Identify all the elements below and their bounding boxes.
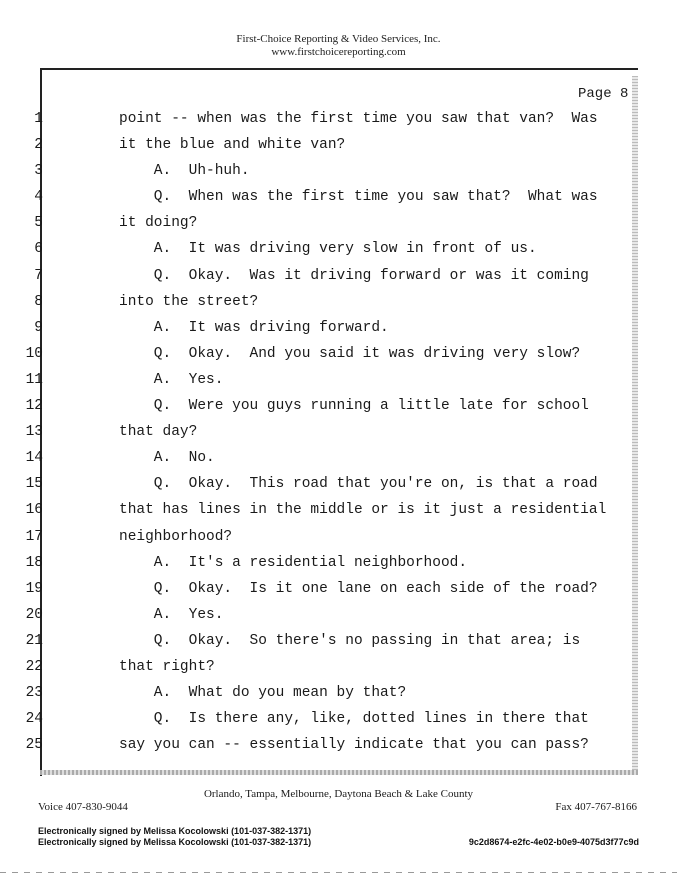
line-number: 13 (25, 424, 43, 441)
line-text: A. What do you mean by that? (119, 685, 407, 702)
line-number: 19 (25, 580, 43, 597)
line-number: 12 (25, 398, 43, 415)
line-number: 4 (34, 189, 43, 206)
line-text: Q. Is there any, like, dotted lines in there that (119, 711, 589, 728)
bottom-rule (0, 872, 677, 873)
transcript-line (0, 315, 640, 341)
voice-phone: Voice 407-830-9044 (38, 801, 128, 813)
transcript-line (0, 654, 640, 680)
signature-line-2: Electronically signed by Melissa Kocolowski (101-037-382-1371) (38, 837, 312, 847)
line-number: 20 (25, 606, 43, 623)
line-number: 14 (25, 450, 43, 467)
frame-bottom-border (40, 770, 638, 775)
line-text: Q. Were you guys running a little late for school (119, 398, 589, 415)
transcript-line (0, 497, 640, 523)
transcript-line (0, 132, 640, 158)
transcript-line (0, 576, 640, 602)
line-number: 6 (34, 241, 43, 258)
transcript-line (0, 263, 640, 289)
line-number: 22 (25, 658, 43, 675)
line-number: 21 (25, 632, 43, 649)
transcript-line (0, 158, 640, 184)
transcript-line (0, 367, 640, 393)
line-text: that has lines in the middle or is it just a residential (119, 502, 607, 519)
signature-line-1: Electronically signed by Melissa Kocolowski (101-037-382-1371) (38, 826, 312, 836)
transcript-line (0, 341, 640, 367)
line-text: A. Yes. (119, 606, 224, 623)
line-text: neighborhood? (119, 528, 233, 545)
transcript-line (0, 445, 640, 471)
line-number: 25 (25, 737, 43, 754)
line-number: 17 (25, 528, 43, 545)
line-text: it doing? (119, 215, 198, 232)
line-text: say you can -- essentially indicate that you can pass? (119, 737, 589, 754)
document-hash: 9c2d8674-e2fc-4e02-b0e9-4075d3f77c9d (468, 837, 639, 847)
line-number: 10 (25, 345, 43, 362)
line-number: 2 (34, 137, 43, 154)
line-number: 24 (25, 711, 43, 728)
transcript-line (0, 236, 640, 262)
line-text: point -- when was the first time you saw that van? Was (119, 111, 598, 127)
transcript-line (0, 550, 640, 576)
line-text: A. It's a residential neighborhood. (119, 554, 468, 571)
line-text: Q. Okay. This road that you're on, is that a road (119, 476, 598, 493)
line-number: 8 (34, 293, 43, 310)
transcript-line (0, 602, 640, 628)
line-number: 9 (34, 319, 43, 336)
line-number: 5 (34, 215, 43, 232)
line-text: A. It was driving very slow in front of us. (119, 241, 537, 258)
footer-locations: Orlando, Tampa, Melbourne, Daytona Beach & Lake County (203, 788, 474, 800)
line-text: Q. When was the first time you saw that? What was (119, 189, 598, 206)
line-number: 15 (25, 476, 43, 493)
line-number: 16 (25, 502, 43, 519)
line-text: Q. Okay. So there's no passing in that area; is (119, 632, 581, 649)
line-number: 7 (34, 267, 43, 284)
transcript-line (0, 210, 640, 236)
transcript-line (0, 419, 640, 445)
line-text: into the street? (119, 293, 259, 310)
line-number: 3 (34, 163, 43, 180)
line-text: Q. Okay. Was it driving forward or was it coming (119, 267, 589, 284)
transcript-line (0, 393, 640, 419)
line-number: 1 (34, 111, 43, 127)
transcript-lines (0, 106, 640, 758)
line-text: A. Yes. (119, 371, 224, 388)
line-text: that day? (119, 424, 198, 441)
transcript-line (0, 732, 640, 758)
transcript-line (0, 524, 640, 550)
line-number: 11 (25, 371, 43, 388)
line-number: 18 (25, 554, 43, 571)
transcript-line (0, 289, 640, 315)
line-text: A. Uh-huh. (119, 163, 250, 180)
line-number: 23 (25, 685, 43, 702)
line-text: Q. Okay. Is it one lane on each side of the road? (119, 580, 598, 597)
line-text: A. It was driving forward. (119, 319, 389, 336)
company-name: First-Choice Reporting & Video Services, Inc. (236, 33, 441, 45)
line-text: it the blue and white van? (119, 137, 346, 154)
line-text: Q. Okay. And you said it was driving very slow? (119, 345, 581, 362)
transcript-line (0, 628, 640, 654)
line-text: that right? (119, 658, 215, 675)
company-website: www.firstchoicereporting.com (271, 46, 406, 58)
transcript-line (0, 184, 640, 210)
line-text: A. No. (119, 450, 215, 467)
transcript-line (0, 680, 640, 706)
transcript-line (0, 106, 640, 132)
transcript-line (0, 471, 640, 497)
fax-number: Fax 407-767-8166 (555, 801, 637, 813)
transcript-line (0, 706, 640, 732)
page-number: Page 8 (578, 86, 629, 102)
